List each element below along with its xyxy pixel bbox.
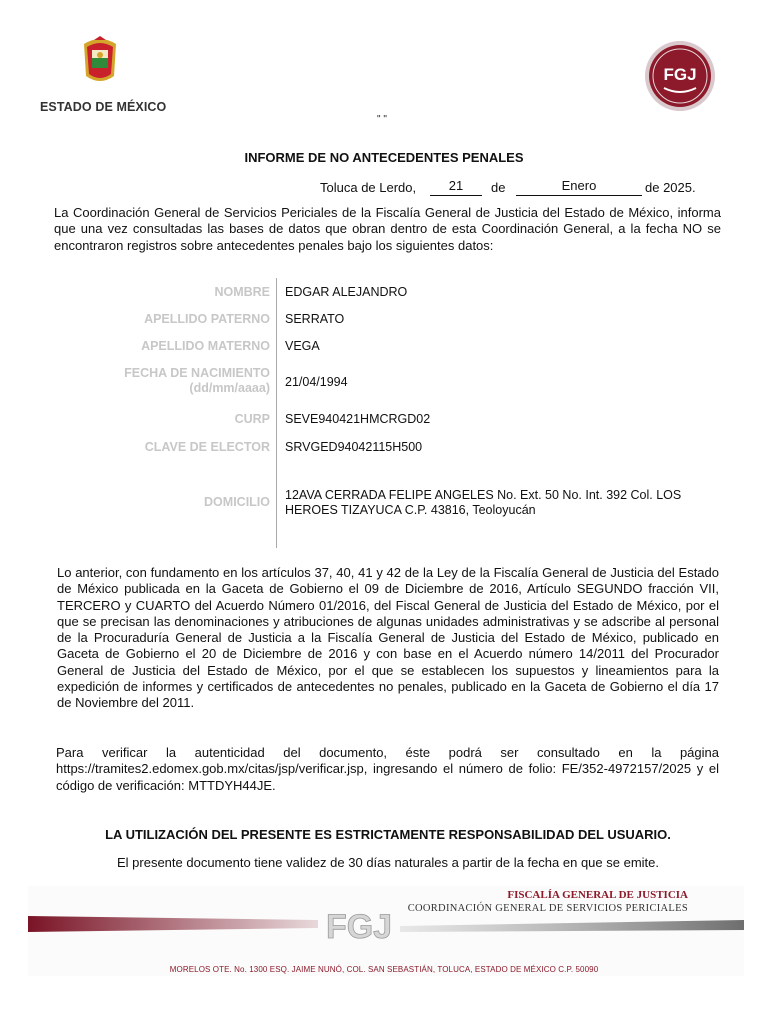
fgj-seal-icon	[644, 40, 716, 112]
field-label-apellido-paterno: APELLIDO PATERNO	[144, 312, 270, 326]
field-label-fecha-nacimiento	[124, 366, 270, 396]
field-value-apellido-paterno: SERRATO	[285, 312, 345, 326]
date-connector: de	[491, 180, 506, 195]
state-coat-of-arms-icon	[78, 36, 122, 86]
validity-text: El presente documento tiene validez de 30 días naturales a partir de la fecha en que se emite.	[116, 855, 659, 870]
field-label-curp: CURP	[234, 412, 270, 426]
verification-paragraph: Para verificar la autenticidad del documento, éste podrá ser consultado en la página https://tramites2.edomex.gob.mx/citas/jsp/verificar.jsp, ingresando el número de folio: FE/352-4972157/2025 y el código de verificación: MTTDYH44JE.	[56, 745, 719, 793]
field-label-fecha-nacimiento-format: (dd/mm/aaaa)	[189, 381, 270, 395]
footer-coordination: COORDINACIÓN GENERAL DE SERVICIOS PERICIALES	[407, 903, 688, 914]
date-city-prefix: Toluca de Lerdo,	[320, 180, 417, 195]
legal-basis-paragraph: Lo anterior, con fundamento en los artículos 37, 40, 41 y 42 de la Ley de la Fiscalía General de Justicia del Estado de México publicada en la Gaceta de Gobierno el 09 de Diciembre de 2016, Artículo SEGUNDO fracción VII, TERCERO y CUARTO del Acuerdo Número 01/2016, del Fiscal General de Justicia del Estado de México, por el que se precisan las denominaciones y atribuciones de algunas unidades administrativas y se adscribe al personal de la Procuraduría General de Justicia a la Fiscalía General de Justicia del Estado de México, publicado en Gaceta de Gobierno el 20 de Diciembre de 2016 y con base en el Acuerdo número 14/2011 del Procurador General de Justicia del Estado de México, por el que se establecen los supuestos y lineamientos para la expedición de informes y certificados de antecedentes no penales, publicado en la Gaceta de Gobierno el día 17 de Noviembre del 2011.	[57, 565, 719, 711]
field-value-domicilio: 12AVA CERRADA FELIPE ANGELES No. Ext. 50 No. Int. 392 Col. LOS HEROES TIZAYUCA C.P. 43816, Teoloyucán	[285, 488, 682, 517]
field-value-nombre: EDGAR ALEJANDRO	[285, 285, 408, 299]
field-value-clave-elector: SRVGED94042115H500	[285, 440, 423, 454]
date-day-field: 21	[430, 178, 482, 196]
table-divider	[276, 278, 277, 548]
field-value-apellido-materno: VEGA	[285, 339, 320, 353]
field-label-fecha-nacimiento-main: FECHA DE NACIMIENTO	[124, 366, 270, 380]
footer-institution: FISCALÍA GENERAL DE JUSTICIA	[507, 889, 688, 901]
small-marks: " "	[377, 114, 387, 125]
field-label-clave-elector: CLAVE DE ELECTOR	[144, 440, 270, 454]
field-label-apellido-materno: APELLIDO MATERNO	[141, 339, 270, 353]
footer-address: MORELOS OTE. No. 1300 ESQ. JAIME NUNÓ, COL. SAN SEBASTIÁN, TOLUCA, ESTADO DE MÉXICO C.P. 50090	[169, 965, 599, 974]
document-title: INFORME DE NO ANTECEDENTES PENALES	[244, 150, 524, 165]
intro-paragraph: La Coordinación General de Servicios Periciales de la Fiscalía General de Justicia del Estado de México, informa que una vez consultadas las bases de datos que obran dentro de esta Coordinación General, a la fecha NO se encontraron registros sobre antecedentes penales bajo los siguientes datos:	[54, 205, 721, 253]
field-label-nombre: NOMBRE	[214, 285, 270, 299]
fgj-seal-text: FGJ	[663, 65, 697, 84]
state-logo-caption: ESTADO DE MÉXICO	[40, 100, 167, 114]
disclaimer-text: LA UTILIZACIÓN DEL PRESENTE ES ESTRICTAMENTE RESPONSABILIDAD DEL USUARIO.	[105, 827, 671, 842]
footer-logo-text: FGJ	[325, 908, 393, 946]
date-month-field: Enero	[516, 178, 642, 196]
estado-de-mexico-logo	[40, 36, 167, 116]
field-value-fecha-nacimiento: 21/04/1994	[285, 375, 348, 389]
field-value-curp: SEVE940421HMCRGD02	[285, 412, 431, 426]
date-year-suffix: de 2025.	[645, 180, 696, 195]
field-label-domicilio: DOMICILIO	[204, 495, 270, 509]
